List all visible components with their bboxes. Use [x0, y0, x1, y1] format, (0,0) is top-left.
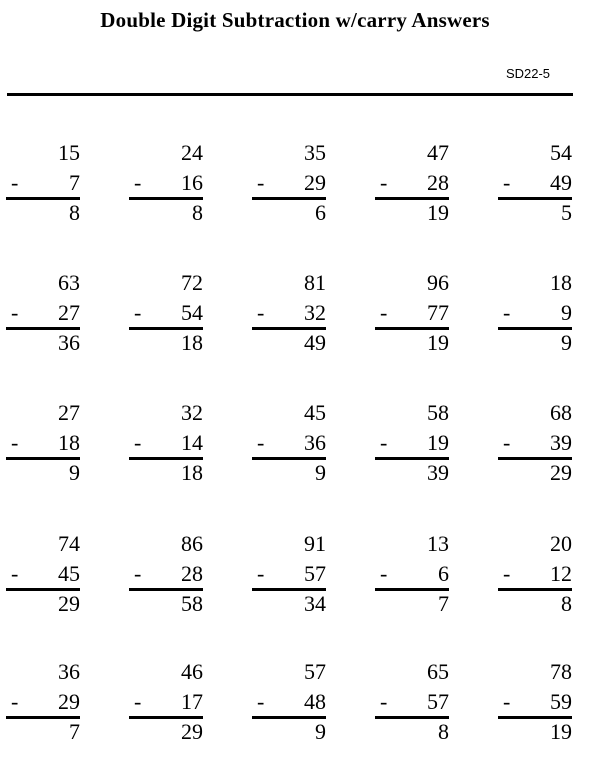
minuend: 91 [304, 531, 326, 556]
subtrahend: 17 [181, 689, 203, 714]
subtraction-problem [498, 533, 572, 633]
subtraction-problem [498, 402, 572, 502]
answer: 49 [304, 330, 326, 355]
subtraction-problem [498, 661, 572, 761]
answer: 29 [550, 460, 572, 485]
minus-sign: - [503, 430, 511, 455]
answer: 36 [58, 330, 80, 355]
minus-sign: - [257, 561, 265, 586]
subtrahend: 29 [304, 170, 326, 195]
answer: 9 [561, 330, 572, 355]
subtrahend: 77 [427, 300, 449, 325]
minus-sign: - [257, 170, 265, 195]
subtrahend: 28 [181, 561, 203, 586]
minus-sign: - [380, 300, 388, 325]
subtraction-problem [252, 402, 326, 502]
minuend: 46 [181, 659, 203, 684]
minus-sign: - [134, 689, 142, 714]
subtrahend: 48 [304, 689, 326, 714]
subtrahend: 39 [550, 430, 572, 455]
minus-sign: - [11, 430, 19, 455]
subtraction-problem [6, 272, 80, 372]
minuend: 32 [181, 400, 203, 425]
subtraction-problem [129, 402, 203, 502]
minuend: 18 [550, 270, 572, 295]
subtraction-problem [252, 661, 326, 761]
subtraction-problem [6, 661, 80, 761]
subtraction-problem [129, 533, 203, 633]
minuend: 72 [181, 270, 203, 295]
minus-sign: - [11, 300, 19, 325]
subtrahend: 45 [58, 561, 80, 586]
minuend: 47 [427, 140, 449, 165]
minus-sign: - [380, 689, 388, 714]
subtraction-problem [129, 142, 203, 242]
minus-sign: - [134, 170, 142, 195]
minuend: 20 [550, 531, 572, 556]
minuend: 35 [304, 140, 326, 165]
minuend: 24 [181, 140, 203, 165]
minuend: 45 [304, 400, 326, 425]
minus-sign: - [503, 561, 511, 586]
subtraction-problem [252, 272, 326, 372]
subtrahend: 18 [58, 430, 80, 455]
answer: 29 [58, 591, 80, 616]
subtrahend: 32 [304, 300, 326, 325]
minuend: 68 [550, 400, 572, 425]
minus-sign: - [134, 300, 142, 325]
minus-sign: - [11, 170, 19, 195]
minuend: 54 [550, 140, 572, 165]
minuend: 78 [550, 659, 572, 684]
subtrahend: 16 [181, 170, 203, 195]
minus-sign: - [11, 561, 19, 586]
subtraction-problem [6, 402, 80, 502]
answer: 19 [550, 719, 572, 744]
subtrahend: 28 [427, 170, 449, 195]
subtraction-problem [498, 142, 572, 242]
subtrahend: 27 [58, 300, 80, 325]
minus-sign: - [380, 170, 388, 195]
worksheet-title: Double Digit Subtraction w/carry Answers [100, 8, 490, 32]
minus-sign: - [134, 561, 142, 586]
minuend: 15 [58, 140, 80, 165]
answer: 58 [181, 591, 203, 616]
minus-sign: - [11, 689, 19, 714]
minuend: 58 [427, 400, 449, 425]
minus-sign: - [503, 689, 511, 714]
answer: 9 [315, 719, 326, 744]
subtraction-problem [375, 142, 449, 242]
subtrahend: 6 [438, 561, 449, 586]
header-rule [7, 93, 573, 96]
answer: 19 [427, 330, 449, 355]
subtraction-problem [252, 142, 326, 242]
subtraction-problem [129, 661, 203, 761]
subtrahend: 54 [181, 300, 203, 325]
answer: 7 [438, 591, 449, 616]
subtraction-problem [6, 142, 80, 242]
answer: 8 [192, 200, 203, 225]
answer: 6 [315, 200, 326, 225]
minus-sign: - [503, 170, 511, 195]
subtrahend: 14 [181, 430, 203, 455]
minuend: 27 [58, 400, 80, 425]
answer: 19 [427, 200, 449, 225]
answer: 9 [69, 460, 80, 485]
subtrahend: 57 [427, 689, 449, 714]
answer: 18 [181, 460, 203, 485]
minuend: 96 [427, 270, 449, 295]
minuend: 63 [58, 270, 80, 295]
minus-sign: - [257, 300, 265, 325]
subtrahend: 59 [550, 689, 572, 714]
minus-sign: - [257, 430, 265, 455]
subtraction-problem [129, 272, 203, 372]
answer: 39 [427, 460, 449, 485]
answer: 34 [304, 591, 326, 616]
minuend: 74 [58, 531, 80, 556]
answer: 18 [181, 330, 203, 355]
minus-sign: - [380, 561, 388, 586]
subtraction-problem [375, 402, 449, 502]
worksheet-code: SD22-5 [505, 66, 551, 81]
minus-sign: - [257, 689, 265, 714]
answer: 29 [181, 719, 203, 744]
subtrahend: 7 [69, 170, 80, 195]
minus-sign: - [380, 430, 388, 455]
minuend: 86 [181, 531, 203, 556]
subtraction-problem [6, 533, 80, 633]
minuend: 57 [304, 659, 326, 684]
subtrahend: 12 [550, 561, 572, 586]
minus-sign: - [134, 430, 142, 455]
answer: 5 [561, 200, 572, 225]
subtrahend: 49 [550, 170, 572, 195]
subtraction-problem [252, 533, 326, 633]
answer: 7 [69, 719, 80, 744]
subtraction-problem [375, 533, 449, 633]
minuend: 36 [58, 659, 80, 684]
answer: 8 [69, 200, 80, 225]
minus-sign: - [503, 300, 511, 325]
answer: 8 [561, 591, 572, 616]
subtrahend: 36 [304, 430, 326, 455]
minuend: 13 [427, 531, 449, 556]
minuend: 65 [427, 659, 449, 684]
subtrahend: 9 [561, 300, 572, 325]
subtraction-problem [375, 661, 449, 761]
answer: 8 [438, 719, 449, 744]
minuend: 81 [304, 270, 326, 295]
subtraction-problem [498, 272, 572, 372]
subtraction-problem [375, 272, 449, 372]
subtrahend: 29 [58, 689, 80, 714]
subtrahend: 57 [304, 561, 326, 586]
answer: 9 [315, 460, 326, 485]
subtrahend: 19 [427, 430, 449, 455]
